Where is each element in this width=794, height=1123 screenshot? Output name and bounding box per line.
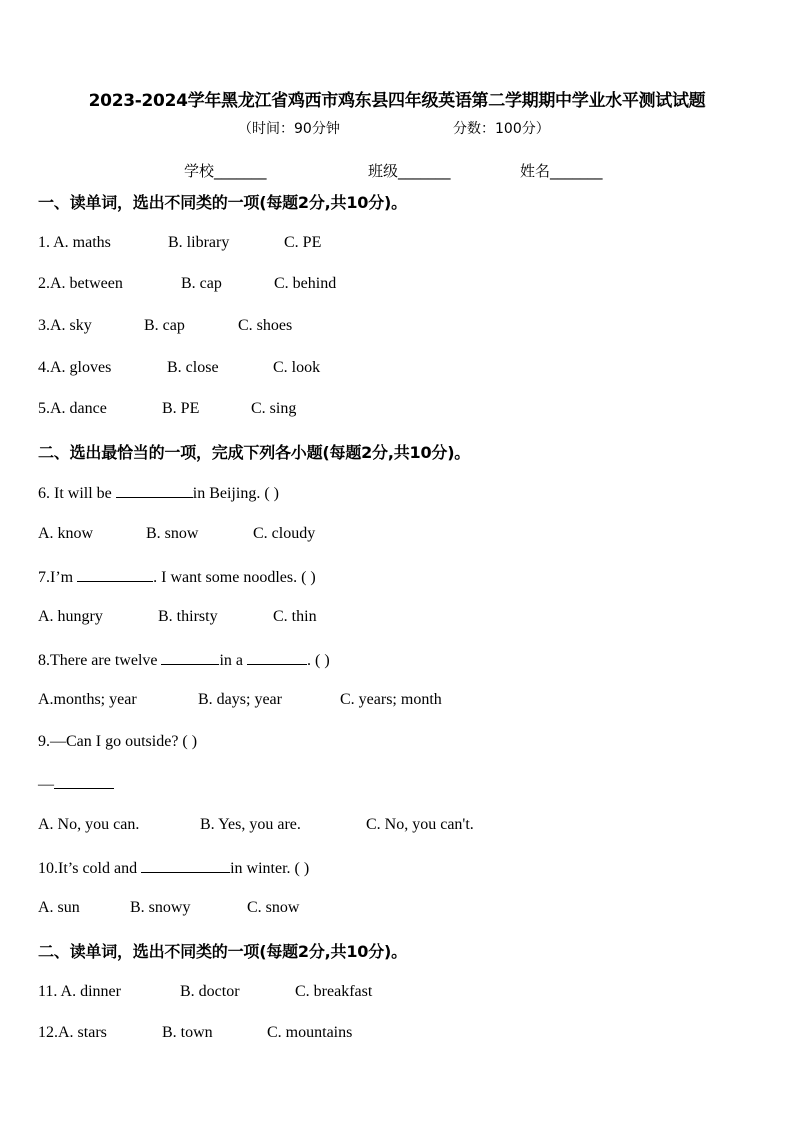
q2-option-b: B. cap	[181, 275, 222, 292]
name-field: 姓名_______	[520, 162, 603, 180]
q5-option-c: C. sing	[251, 400, 297, 417]
section1-heading: 一、读单词，选出不同类的一项(每题2分,共10分)。	[38, 193, 407, 212]
question-8	[38, 650, 330, 670]
q10-option-b: B. snowy	[130, 899, 191, 916]
q6-option-a: A. know	[38, 525, 94, 542]
q9-option-b: B. Yes, you are.	[200, 816, 301, 833]
q3-option-b: B. cap	[144, 317, 185, 334]
q1-option-b: B. library	[168, 234, 230, 251]
q10-stem-end: in winter. ( )	[230, 860, 310, 877]
question-5	[38, 400, 296, 418]
q7-option-a: A. hungry	[38, 608, 103, 625]
q8-option-a: A.months; year	[38, 691, 137, 708]
q4-option-c: C. look	[273, 359, 321, 376]
exam-time: （时间：90分钟	[238, 121, 340, 137]
question-4	[38, 359, 320, 377]
q7-blank	[77, 567, 153, 582]
question-7	[38, 567, 316, 587]
q5-option-a: 5.A. dance	[38, 400, 107, 417]
q8-stem-mid: in a	[219, 652, 248, 669]
q6-option-b: B. snow	[146, 525, 199, 542]
q6-stem-start: 6. It will be	[38, 485, 116, 502]
question-1	[38, 234, 321, 252]
q2-option-c: C. behind	[274, 275, 337, 292]
q12-option-c: C. mountains	[267, 1024, 353, 1041]
q10-option-a: A. sun	[38, 899, 80, 916]
question-3	[38, 317, 292, 335]
q10-blank	[141, 858, 230, 873]
q7-options	[38, 608, 317, 626]
q11-option-c: C. breakfast	[295, 983, 373, 1000]
q6-option-c: C. cloudy	[253, 525, 316, 542]
q6-blank	[116, 483, 193, 498]
q5-option-b: B. PE	[162, 400, 200, 417]
q9-blank	[54, 774, 114, 789]
q12-option-b: B. town	[162, 1024, 213, 1041]
class-field: 班级_______	[368, 162, 451, 180]
q3-option-a: 3.A. sky	[38, 317, 92, 334]
school-field: 学校_______	[184, 162, 267, 180]
q11-option-b: B. doctor	[180, 983, 240, 1000]
q7-option-c: C. thin	[273, 608, 317, 625]
q7-stem-end: . I want some noodles. ( )	[153, 569, 316, 586]
q4-option-a: 4.A. gloves	[38, 359, 112, 376]
q8-options	[38, 691, 442, 709]
question-9: 9.—Can I go outside? ( )	[38, 733, 198, 750]
q8-option-c: C. years; month	[340, 691, 442, 708]
page-title: 2023-2024学年黑龙江省鸡西市鸡东县四年级英语第二学期期中学业水平测试试题	[88, 91, 706, 111]
q10-option-c: C. snow	[247, 899, 300, 916]
q10-options	[38, 899, 299, 917]
exam-score: 分数：100分）	[453, 121, 550, 137]
q9-options	[38, 816, 474, 834]
q10-stem-start: 10.It’s cold and	[38, 860, 142, 877]
question-2	[38, 275, 336, 293]
q7-stem-start: 7.I’m	[38, 569, 78, 586]
q8-blank-2	[247, 650, 307, 665]
q9-option-a: A. No, you can.	[38, 816, 140, 833]
q9-dash: —	[38, 776, 54, 793]
q6-stem-end: in Beijing. ( )	[192, 485, 279, 502]
q8-option-b: B. days; year	[198, 691, 282, 708]
section3-heading: 二、读单词，选出不同类的一项(每题2分,共10分)。	[38, 942, 407, 961]
q8-stem-start: 8.There are twelve	[38, 652, 162, 669]
q8-blank-1	[161, 650, 219, 665]
q4-option-b: B. close	[167, 359, 219, 376]
q6-options	[38, 525, 315, 543]
question-12	[38, 1024, 352, 1042]
q7-option-b: B. thirsty	[158, 608, 218, 625]
question-6	[38, 483, 279, 503]
section2-heading: 二、选出最恰当的一项，完成下列各小题(每题2分,共10分)。	[38, 443, 471, 462]
q11-option-a: 11. A. dinner	[38, 983, 121, 1000]
q9-option-c: C. No, you can't.	[366, 816, 474, 833]
q12-option-a: 12.A. stars	[38, 1024, 107, 1041]
q2-option-a: 2.A. between	[38, 275, 123, 292]
q1-option-a: 1. A. maths	[38, 234, 111, 251]
q8-stem-end: . ( )	[307, 652, 330, 669]
question-11	[38, 983, 372, 1001]
q9-answer-line	[38, 774, 114, 794]
q3-option-c: C. shoes	[238, 317, 293, 334]
q1-option-c: C. PE	[284, 234, 322, 251]
question-10	[38, 858, 309, 878]
